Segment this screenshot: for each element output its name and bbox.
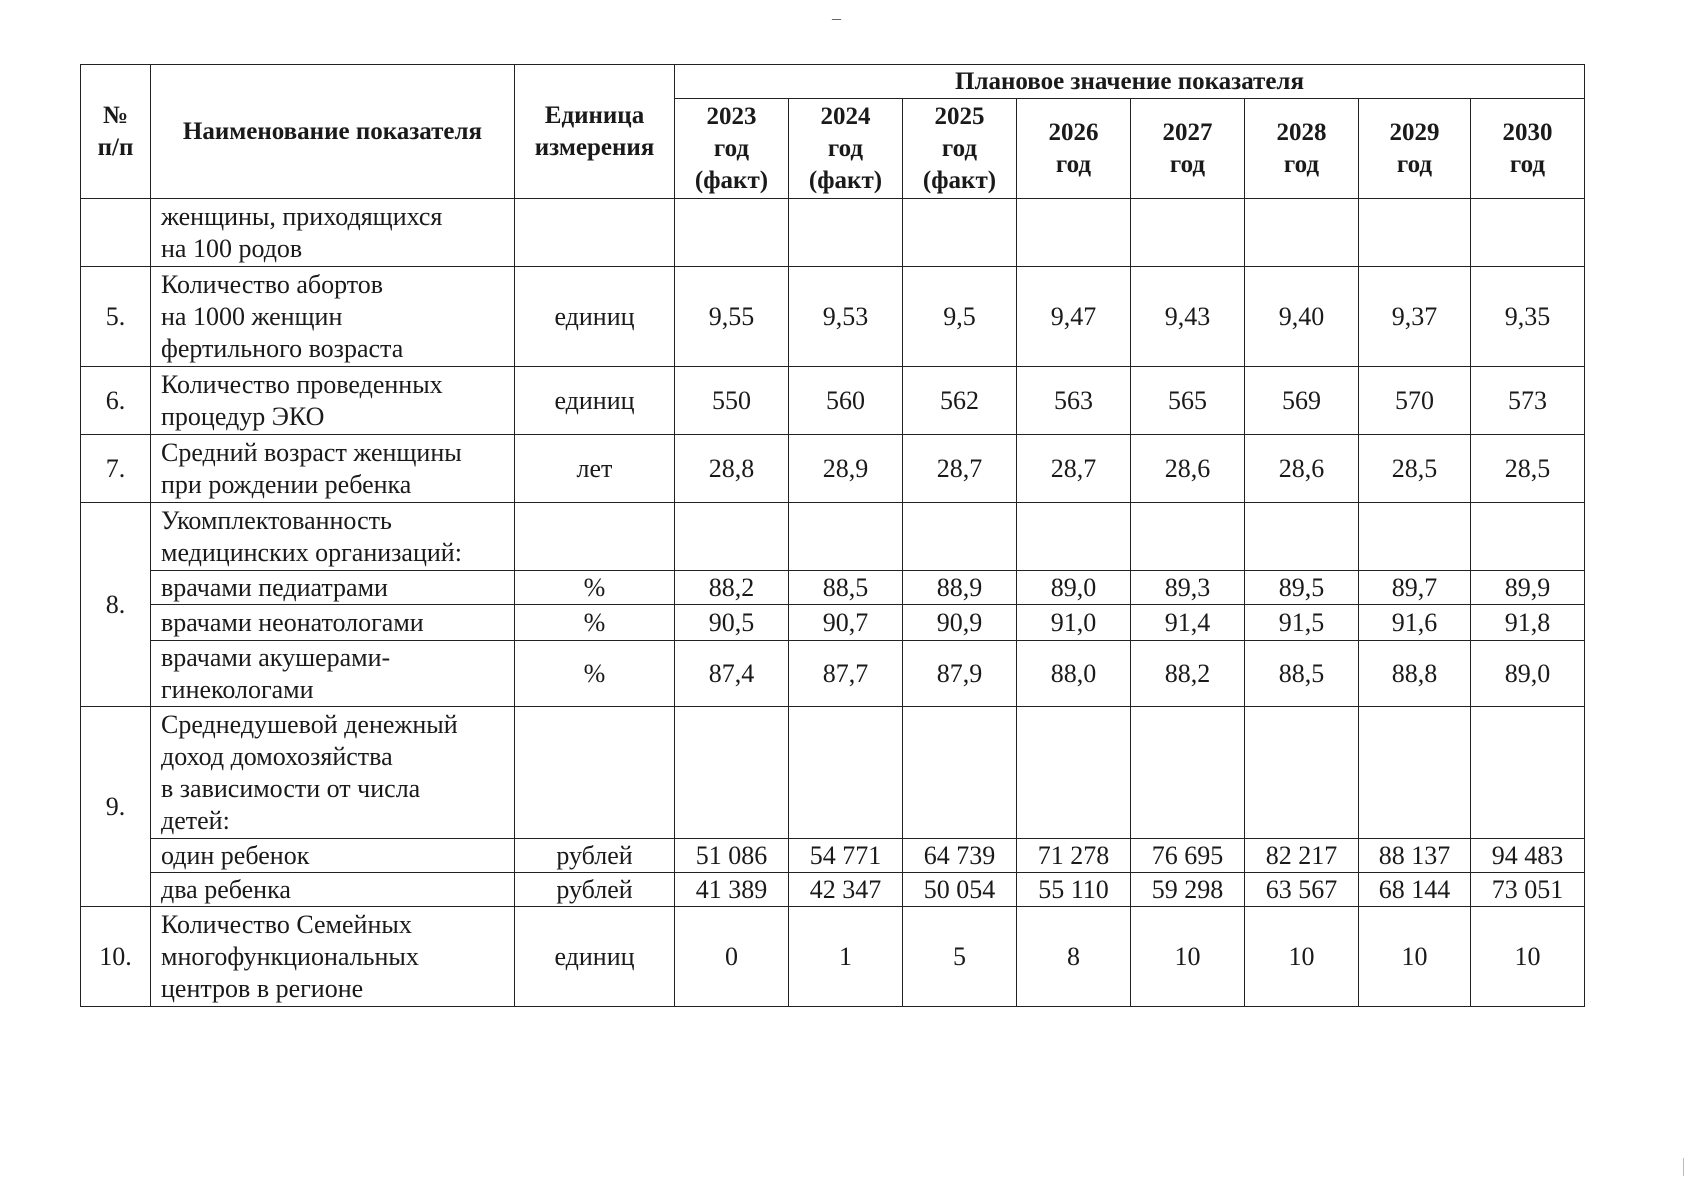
row-unit: единиц <box>515 367 675 435</box>
value-cell: 54 771 <box>789 839 903 873</box>
row-name: Средний возраст женщины при рождении ребенка <box>151 435 515 503</box>
value-cell: 5 <box>903 907 1017 1007</box>
value-cell: 1 <box>789 907 903 1007</box>
value-cell: 59 298 <box>1131 873 1245 907</box>
value-cell: 91,6 <box>1359 605 1471 641</box>
value-cell: 91,8 <box>1471 605 1585 641</box>
value-cell: 9,40 <box>1245 267 1359 367</box>
value-cell: 88,2 <box>675 571 789 605</box>
value-cell: 64 739 <box>903 839 1017 873</box>
subrow-unit: % <box>515 605 675 641</box>
table-subrow <box>81 571 1585 605</box>
value-cell: 55 110 <box>1017 873 1131 907</box>
value-cell: 10 <box>1359 907 1471 1007</box>
value-cell: 87,9 <box>903 641 1017 707</box>
value-cell: 88,0 <box>1017 641 1131 707</box>
value-cell: 89,9 <box>1471 571 1585 605</box>
value-cell: 9,43 <box>1131 267 1245 367</box>
value-cell: 76 695 <box>1131 839 1245 873</box>
value-cell: 94 483 <box>1471 839 1585 873</box>
value-cell: 9,35 <box>1471 267 1585 367</box>
value-cell: 71 278 <box>1017 839 1131 873</box>
value-cell <box>675 199 789 267</box>
header-year-6: 2029 год <box>1359 99 1471 199</box>
row-num: 6. <box>81 367 151 435</box>
value-cell: 41 389 <box>675 873 789 907</box>
value-cell: 10 <box>1245 907 1359 1007</box>
row-name: женщины, приходящихся на 100 родов <box>151 199 515 267</box>
table-row <box>81 267 1585 367</box>
header-year-2: 2025 год (факт) <box>903 99 1017 199</box>
value-cell <box>1359 199 1471 267</box>
value-cell: 28,7 <box>903 435 1017 503</box>
value-cell: 91,5 <box>1245 605 1359 641</box>
table-subrow <box>81 873 1585 907</box>
header-year-0: 2023 год (факт) <box>675 99 789 199</box>
subrow-name: два ребенка <box>151 873 515 907</box>
value-cell: 87,7 <box>789 641 903 707</box>
table-row <box>81 199 1585 267</box>
subrow-unit: % <box>515 571 675 605</box>
value-cell <box>675 503 789 571</box>
subrow-unit: рублей <box>515 839 675 873</box>
value-cell <box>789 503 903 571</box>
value-cell: 550 <box>675 367 789 435</box>
row-unit <box>515 503 675 571</box>
value-cell <box>789 199 903 267</box>
table-row <box>81 907 1585 1007</box>
row-name: Укомплектованность медицинских организаций: <box>151 503 515 571</box>
value-cell: 42 347 <box>789 873 903 907</box>
edge-mark <box>1683 1158 1684 1176</box>
value-cell: 89,0 <box>1017 571 1131 605</box>
header-year-5: 2028 год <box>1245 99 1359 199</box>
value-cell: 563 <box>1017 367 1131 435</box>
header-row-1 <box>81 65 1585 99</box>
value-cell: 570 <box>1359 367 1471 435</box>
page-mark: – <box>832 8 841 28</box>
value-cell: 28,5 <box>1471 435 1585 503</box>
value-cell <box>1017 707 1131 839</box>
table-header <box>81 65 1585 199</box>
header-year-3: 2026 год <box>1017 99 1131 199</box>
header-num: № п/п <box>81 65 151 199</box>
value-cell: 28,8 <box>675 435 789 503</box>
value-cell: 88 137 <box>1359 839 1471 873</box>
value-cell: 9,47 <box>1017 267 1131 367</box>
table-row <box>81 367 1585 435</box>
header-unit: Единица измерения <box>515 65 675 199</box>
value-cell: 0 <box>675 907 789 1007</box>
indicators-table <box>80 64 1585 1007</box>
value-cell: 9,37 <box>1359 267 1471 367</box>
row-num: 5. <box>81 267 151 367</box>
value-cell <box>903 199 1017 267</box>
header-plan: Плановое значение показателя <box>675 65 1585 99</box>
value-cell <box>1131 199 1245 267</box>
header-name: Наименование показателя <box>151 65 515 199</box>
row-num: 8. <box>81 503 151 707</box>
value-cell: 89,7 <box>1359 571 1471 605</box>
value-cell: 89,5 <box>1245 571 1359 605</box>
value-cell: 9,55 <box>675 267 789 367</box>
row-unit: единиц <box>515 907 675 1007</box>
value-cell <box>1471 707 1585 839</box>
subrow-unit: % <box>515 641 675 707</box>
row-name: Среднедушевой денежный доход домохозяйства в зависимости от числа детей: <box>151 707 515 839</box>
row-name: Количество Семейных многофункциональных центров в регионе <box>151 907 515 1007</box>
table-body <box>81 199 1585 1007</box>
value-cell: 28,7 <box>1017 435 1131 503</box>
value-cell: 87,4 <box>675 641 789 707</box>
header-year-1: 2024 год (факт) <box>789 99 903 199</box>
value-cell: 28,6 <box>1131 435 1245 503</box>
value-cell: 90,9 <box>903 605 1017 641</box>
value-cell: 573 <box>1471 367 1585 435</box>
value-cell: 89,0 <box>1471 641 1585 707</box>
table-subrow <box>81 605 1585 641</box>
row-num: 10. <box>81 907 151 1007</box>
value-cell <box>1131 503 1245 571</box>
value-cell: 28,5 <box>1359 435 1471 503</box>
row-name: Количество абортов на 1000 женщин фертильного возраста <box>151 267 515 367</box>
value-cell: 569 <box>1245 367 1359 435</box>
subrow-name: врачами неонатологами <box>151 605 515 641</box>
value-cell <box>1471 503 1585 571</box>
value-cell: 91,4 <box>1131 605 1245 641</box>
value-cell <box>1131 707 1245 839</box>
value-cell: 10 <box>1131 907 1245 1007</box>
value-cell: 89,3 <box>1131 571 1245 605</box>
table-row <box>81 435 1585 503</box>
value-cell <box>789 707 903 839</box>
subrow-unit: рублей <box>515 873 675 907</box>
value-cell <box>1245 707 1359 839</box>
header-year-7: 2030 год <box>1471 99 1585 199</box>
value-cell: 10 <box>1471 907 1585 1007</box>
row-num <box>81 199 151 267</box>
value-cell: 90,7 <box>789 605 903 641</box>
value-cell: 560 <box>789 367 903 435</box>
value-cell <box>1471 199 1585 267</box>
value-cell: 9,53 <box>789 267 903 367</box>
value-cell: 28,6 <box>1245 435 1359 503</box>
value-cell <box>675 707 789 839</box>
value-cell: 88,5 <box>1245 641 1359 707</box>
header-year-4: 2027 год <box>1131 99 1245 199</box>
value-cell: 88,9 <box>903 571 1017 605</box>
value-cell: 562 <box>903 367 1017 435</box>
value-cell: 73 051 <box>1471 873 1585 907</box>
row-unit: единиц <box>515 267 675 367</box>
value-cell: 565 <box>1131 367 1245 435</box>
row-num: 9. <box>81 707 151 907</box>
value-cell <box>903 503 1017 571</box>
table-row <box>81 503 1585 571</box>
value-cell: 50 054 <box>903 873 1017 907</box>
value-cell: 28,9 <box>789 435 903 503</box>
value-cell <box>1359 707 1471 839</box>
subrow-name: один ребенок <box>151 839 515 873</box>
value-cell <box>1017 503 1131 571</box>
value-cell: 9,5 <box>903 267 1017 367</box>
subrow-name: врачами акушерами- гинекологами <box>151 641 515 707</box>
value-cell: 91,0 <box>1017 605 1131 641</box>
row-unit <box>515 707 675 839</box>
row-unit <box>515 199 675 267</box>
table-subrow <box>81 641 1585 707</box>
value-cell: 8 <box>1017 907 1131 1007</box>
value-cell: 68 144 <box>1359 873 1471 907</box>
value-cell: 88,5 <box>789 571 903 605</box>
table-row <box>81 707 1585 839</box>
row-name: Количество проведенных процедур ЭКО <box>151 367 515 435</box>
value-cell: 88,2 <box>1131 641 1245 707</box>
value-cell <box>1359 503 1471 571</box>
value-cell <box>1245 503 1359 571</box>
value-cell <box>903 707 1017 839</box>
subrow-name: врачами педиатрами <box>151 571 515 605</box>
row-num: 7. <box>81 435 151 503</box>
value-cell: 90,5 <box>675 605 789 641</box>
value-cell: 51 086 <box>675 839 789 873</box>
table-subrow <box>81 839 1585 873</box>
value-cell: 63 567 <box>1245 873 1359 907</box>
value-cell: 82 217 <box>1245 839 1359 873</box>
value-cell <box>1017 199 1131 267</box>
value-cell: 88,8 <box>1359 641 1471 707</box>
row-unit: лет <box>515 435 675 503</box>
value-cell <box>1245 199 1359 267</box>
